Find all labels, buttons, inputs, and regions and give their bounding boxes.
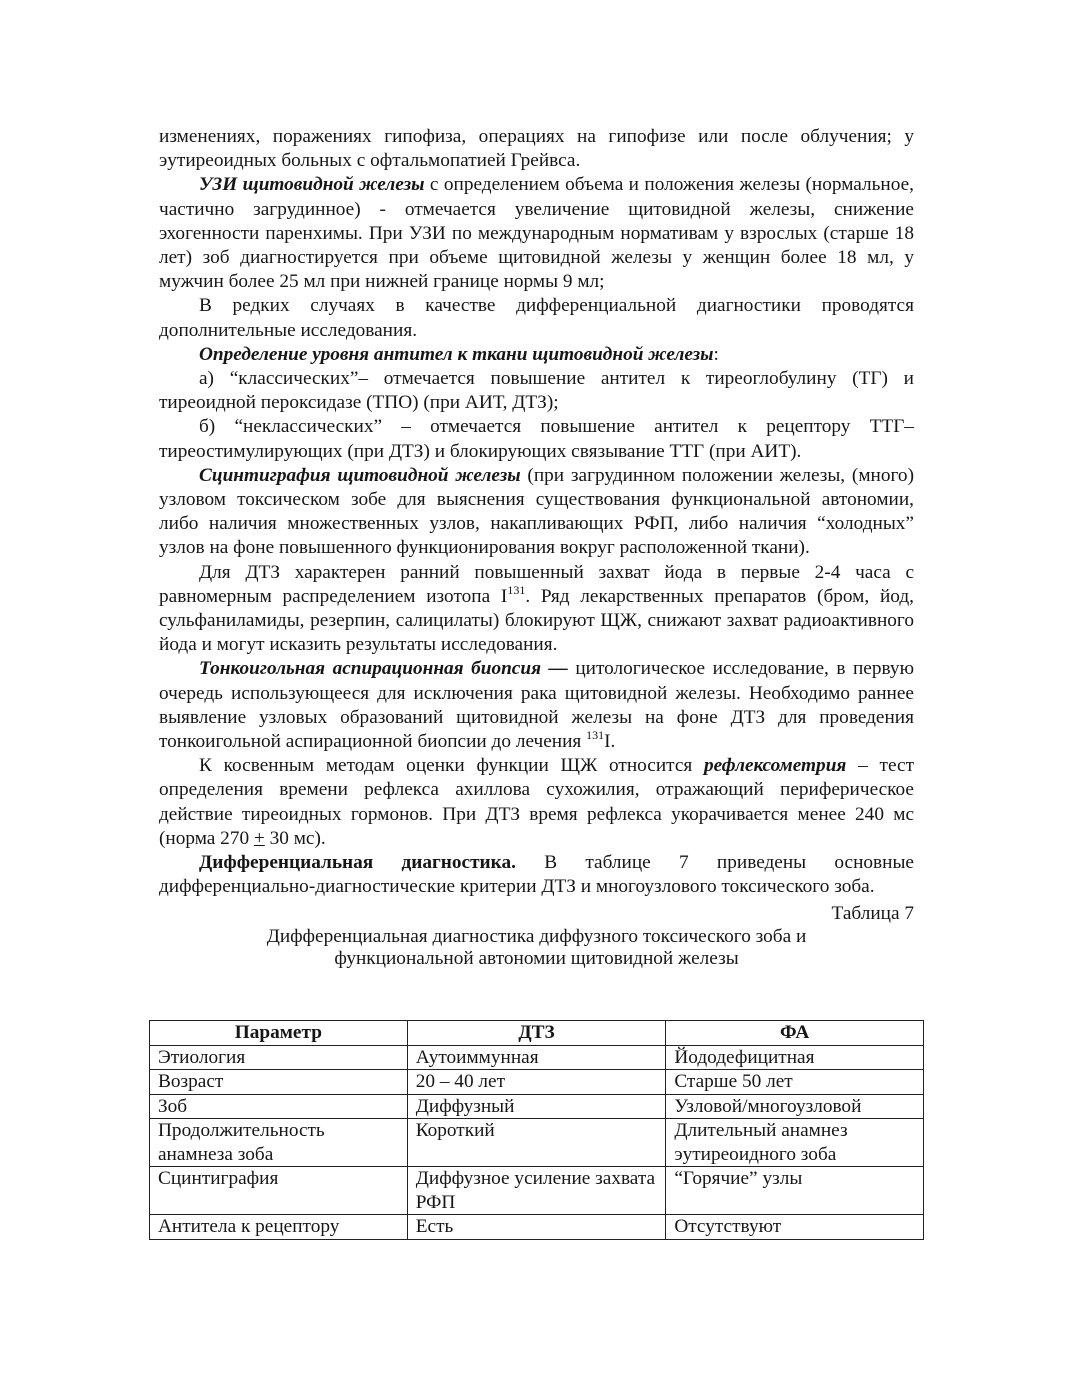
table-row — [150, 1215, 924, 1240]
table-cell: “Горячие” узлы — [666, 1167, 924, 1215]
biopsy-text-a: цитологическое исследование, в первую очередь использующееся для исключения рака щитовидной железы. Необходимо раннее выявление узловых образований щитовидной железы на фоне ДТЗ для проведения тонкоигольной аспирационной биопсии до лечения — [159, 658, 914, 753]
table-cell: Продолжительность анамнеза зоба — [150, 1119, 408, 1167]
table-row — [150, 1167, 924, 1215]
table-cell: Антитела к рецептору — [150, 1215, 408, 1240]
antibodies-colon: : — [713, 343, 719, 365]
reflex-text-c: 30 мс). — [264, 827, 326, 849]
ultrasound-heading: УЗИ щитовидной железы — [199, 174, 425, 196]
biopsy-heading: Тонкоигольная аспирационная биопсия — — [199, 658, 568, 680]
antibodies-heading: Определение уровня антител к ткани щитовидной железы — [199, 343, 714, 365]
paragraph-scintigraphy — [159, 464, 914, 561]
header-parameter: Параметр — [150, 1021, 408, 1046]
scintigraphy-heading: Сцинтиграфия щитовидной железы — [199, 464, 521, 486]
table-cell: Диффузное усиление захвата РФП — [407, 1167, 666, 1215]
paragraph-reflexometry — [159, 754, 914, 851]
table-cell: Старше 50 лет — [666, 1070, 924, 1095]
paragraph-differential — [159, 851, 914, 899]
table-cell: Йододефицитная — [666, 1045, 924, 1070]
paragraph-rare-cases: В редких случаях в качестве дифференциальной диагностики проводятся дополнительные исследования. — [159, 295, 914, 341]
isotope-superscript: 131 — [507, 582, 526, 597]
plus-minus-sign: + — [253, 827, 265, 849]
differential-heading: Дифференциальная диагностика. — [199, 852, 516, 874]
table-caption-line-1: Дифференциальная диагностика диффузного токсического зоба и — [266, 925, 807, 947]
header-dtz: ДТЗ — [407, 1021, 666, 1046]
table-cell: Возраст — [150, 1070, 408, 1095]
scintigraphy-text: (при загрудинном положении железы, (много) узловом токсическом зобе для выяснения существования функциональной автономии, либо наличия множественных узлов, накапливающих РФП, либо наличия “холодных” узлов на фоне повышенного функционирования вокруг расположенной ткани). — [159, 464, 914, 559]
table-row — [150, 1094, 924, 1119]
document-page — [159, 125, 914, 970]
table-cell: 20 – 40 лет — [407, 1070, 666, 1095]
iodine-text-a: Для ДТЗ характерен ранний повышенный захват йода в первые 2-4 часа с равномерным распределением изотопа I — [159, 561, 914, 607]
table-cell: Отсутствуют — [666, 1215, 924, 1240]
table-cell: Есть — [407, 1215, 666, 1240]
table-row — [150, 1119, 924, 1167]
paragraph-nonclassic: б) “неклассических” – отмечается повышение антител к рецептору ТТГ– тиреостимулирующих (при ДТЗ) и блокирующих связывание ТТГ (при АИТ). — [159, 416, 914, 462]
table-row — [150, 1045, 924, 1070]
table-header-row — [150, 1021, 924, 1046]
table-cell: Сцинтиграфия — [150, 1167, 408, 1215]
header-fa: ФА — [666, 1021, 924, 1046]
paragraph-biopsy — [159, 657, 914, 754]
table-cell: Короткий — [407, 1119, 666, 1167]
biopsy-text-b: I. — [604, 731, 616, 753]
ultrasound-text: с определением объема и положения железы (нормальное, частично загрудинное) - отмечается увеличение щитовидной железы, снижение эхогенности паренхимы. При УЗИ по международным нормативам у взрослых (старше 18 лет) зоб диагностируется при объеме щитовидной железы у женщин более 18 мл, у мужчин более 25 мл при нижней границе нормы 9 мл; — [159, 174, 914, 293]
differential-table — [149, 1020, 924, 1240]
paragraph-1: изменениях, поражениях гипофиза, операциях на гипофизе или после облучения; у эутиреоидных больных с офтальмопатией Грейвса. — [159, 126, 914, 172]
table-cell: Аутоиммунная — [407, 1045, 666, 1070]
reflexometry-term: рефлексометрия — [704, 755, 847, 777]
table-number: Таблица 7 — [831, 902, 914, 924]
table-caption-line-2: функциональной автономии щитовидной железы — [334, 947, 739, 969]
differential-text: В таблице 7 приведены основные дифференциально-диагностические критерии ДТЗ и многоузлового токсического зоба. — [159, 852, 914, 898]
biopsy-superscript: 131 — [586, 728, 605, 743]
table-caption — [159, 926, 914, 970]
paragraph-antibodies — [159, 343, 914, 367]
paragraph-classic: а) “классических”– отмечается повышение антител к тиреоглобулину (ТГ) и тиреоидной пероксидазе (ТПО) (при АИТ, ДТЗ); — [159, 368, 914, 414]
reflex-text-b: – тест определения времени рефлекса ахиллова сухожилия, отражающий периферическое действие тиреоидных гормонов. При ДТЗ время рефлекса укорачивается менее 240 мс (норма 270 — [159, 755, 914, 849]
table-cell: Зоб — [150, 1094, 408, 1119]
table-cell: Узловой/многоузловой — [666, 1094, 924, 1119]
table-cell: Диффузный — [407, 1094, 666, 1119]
paragraph-iodine-uptake — [159, 561, 914, 658]
table-cell: Длительный анамнез эутиреоидного зоба — [666, 1119, 924, 1167]
iodine-text-b: . Ряд лекарственных препаратов (бром, йод, сульфаниламиды, резерпин, салицилаты) блокируют ЩЖ, снижают захват радиоактивного йода и могут исказить результаты исследования. — [159, 585, 914, 656]
table-cell: Этиология — [150, 1045, 408, 1070]
table-row — [150, 1070, 924, 1095]
reflex-text-a: К косвенным методам оценки функции ЩЖ относится — [199, 755, 705, 777]
paragraph-ultrasound — [159, 173, 914, 294]
